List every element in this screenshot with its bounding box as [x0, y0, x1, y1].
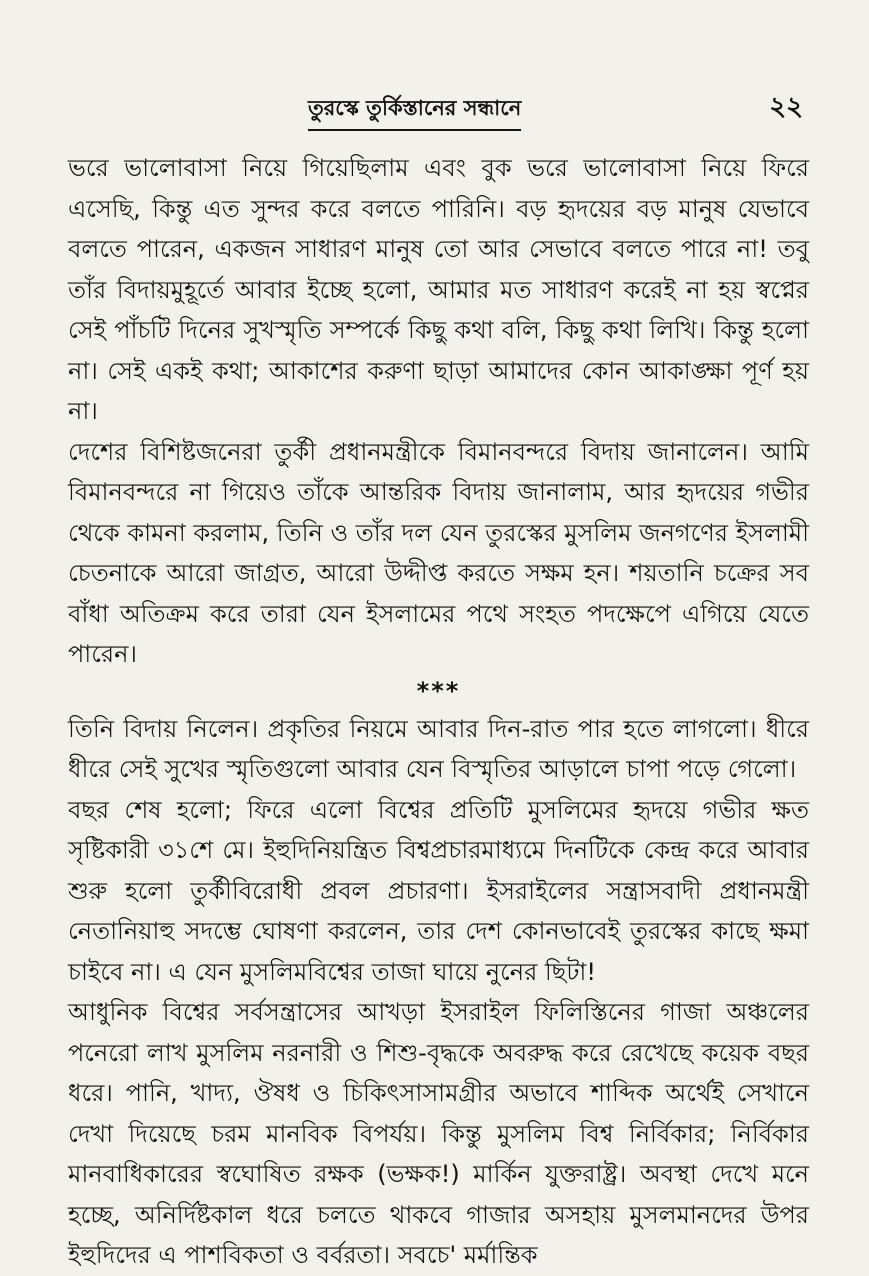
- paragraph: বছর শেষ হলো; ফিরে এলো বিশ্বের প্রতিটি মুসলিমের হৃদয়ে গভীর ক্ষত সৃষ্টিকারী ৩১শে মে। ইহুদিনিয়ন্ত্রিত বিশ্বপ্রচারমাধ্যমে দিনটিকে কেন্দ্র করে আবার শুরু হলো তুর্কীবিরোধী প্রবল প্রচারণা। ইসরাইলের সন্ত্রাসবাদী প্রধানমন্ত্রী নেতানিয়াহু সদম্ভে ঘোষণা করলেন, তার দেশ কোনভাবেই তুরস্কের কাছে ক্ষমা চাইবে না। এ যেন মুসলিমবিশ্বের তাজা ঘায়ে নুনের ছিটা!: [68, 795, 809, 986]
- page-number: ২২: [769, 92, 803, 122]
- running-header: [68, 80, 809, 120]
- body-text: [68, 148, 809, 1276]
- running-title: তুরস্কে তুর্কিস্তানের সন্ধানে: [308, 92, 521, 131]
- paragraph: তিনি বিদায় নিলেন। প্রকৃতির নিয়মে আবার দিন-রাত পার হতে লাগলো। ধীরে ধীরে সেই সুখের স্মৃতিগুলো আবার যেন বিস্মৃতির আড়ালে চাপা পড়ে গেলো।: [68, 714, 809, 783]
- paragraph: দেশের বিশিষ্টজনেরা তুর্কী প্রধানমন্ত্রীকে বিমানবন্দরে বিদায় জানালেন। আমি বিমানবন্দরে না গিয়েও তাঁকে আন্তরিক বিদায় জানালাম, আর হৃদয়ের গভীর থেকে কামনা করলাম, তিনি ও তাঁর দল যেন তুরস্কের মুসলিম জনগণের ইসলামী চেতনাকে আরো জাগ্রত, আরো উদ্দীপ্ত করতে সক্ষম হন। শয়তানি চক্রের সব বাঁধা অতিক্রম করে তারা যেন ইসলামের পথে সংহত পদক্ষেপে এগিয়ে যেতে পারেন।: [68, 437, 809, 668]
- paragraph: আধুনিক বিশ্বের সর্বসন্ত্রাসের আখড়া ইসরাইল ফিলিস্তিনের গাজা অঞ্চলের পনেরো লাখ মুসলিম নরনারী ও শিশু-বৃদ্ধকে অবরুদ্ধ করে রেখেছে কয়েক বছর ধরে। পানি, খাদ্য, ঔষধ ও চিকিৎসাসামগ্রীর অভাবে শাব্দিক অর্থেই সেখানে দেখা দিয়েছে চরম মানবিক বিপর্যয়। কিন্তু মুসলিম বিশ্ব নির্বিকার; নির্বিকার মানবাধিকারের স্বঘোষিত রক্ষক (ভক্ষক!) মার্কিন যুক্তরাষ্ট্র। অবস্থা দেখে মনে হচ্ছে, অনির্দিষ্টকাল ধরে চলতে থাকবে গাজার অসহায় মুসলমানদের উপর ইহুদিদের এ পাশবিকতা ও বর্বরতা। সবচে' মর্মান্তিক: [68, 998, 809, 1269]
- section-separator: ***: [416, 676, 461, 705]
- paragraph: ভরে ভালোবাসা নিয়ে গিয়েছিলাম এবং বুক ভরে ভালোবাসা নিয়ে ফিরে এসেছি, কিন্তু এত সুন্দর করে বলতে পারিনি। বড় হৃদয়ের বড় মানুষ যেভাবে বলতে পারেন, একজন সাধারণ মানুষ তো আর সেভাবে বলতে পারে না! তবু তাঁর বিদায়মুহূর্তে আবার ইচ্ছে হলো, আমার মত সাধারণ করেই না হয় স্বপ্নের সেই পাঁচটি দিনের সুখস্মৃতি সম্পর্কে কিছু কথা বলি, কিছু কথা লিখি। কিন্তু হলো না। সেই একই কথা; আকাশের করুণা ছাড়া আমাদের কোন আকাঙ্ক্ষা পূর্ণ হয় না।: [68, 154, 809, 425]
